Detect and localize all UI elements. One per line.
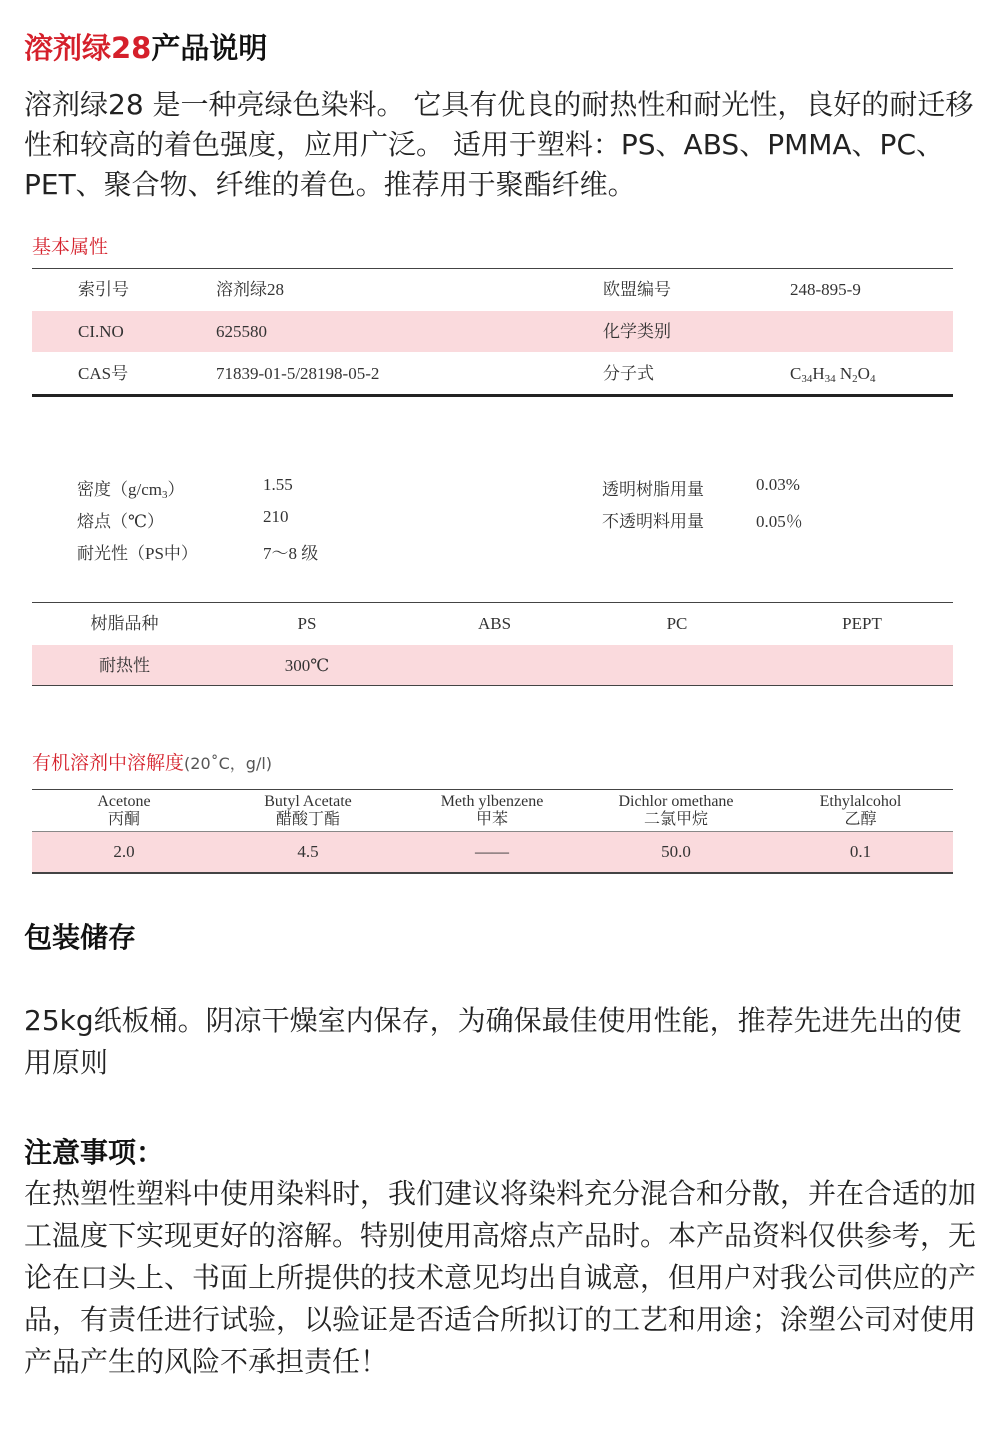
product-name: 溶剂绿28 [24, 31, 152, 65]
solubility-heading: 有机溶剂中溶解度(20˚C，g/l) [32, 752, 273, 774]
table-row [32, 269, 953, 310]
column-header: Meth ylbenzene 甲苯 [440, 793, 544, 828]
cell-label: 化学类别 [603, 322, 671, 341]
storage-text: 25kg纸板桶。阴凉干燥室内保存，为确保最佳使用性能，推荐先进先出的使用原则 [24, 1004, 962, 1079]
cell-value: 625580 [216, 322, 267, 341]
column-header: PEPT [842, 614, 882, 633]
cell-label: 欧盟编号 [603, 280, 671, 299]
opaque-dosage-value: 0.05％ [756, 512, 803, 531]
title-suffix: 产品说明 [151, 31, 268, 65]
column-header: PS [297, 614, 317, 633]
table-bottom-rule [32, 685, 953, 686]
cell-value: 0.1 [849, 842, 872, 861]
cell-value: 50.0 [661, 842, 691, 861]
cell-value: —— [475, 842, 509, 861]
table-row [32, 311, 953, 352]
table-row [32, 645, 953, 686]
page-title [24, 26, 267, 67]
light-fastness-value: 7～8 级 [263, 544, 319, 563]
column-header: Dichlor omethane 二氯甲烷 [618, 793, 734, 828]
cell-value: 300℃ [284, 656, 330, 675]
density-label: 密度$(g/cm_3)$ [77, 480, 185, 501]
storage-heading: 包装储存 [24, 921, 137, 954]
table-bottom-rule [32, 872, 953, 874]
opaque-dosage-label: 不透明料用量 [602, 512, 704, 531]
basic-properties-table [32, 268, 953, 398]
solubility-table [32, 789, 953, 875]
cell-label: CAS号 [78, 364, 129, 383]
row-label: 耐热性 [99, 656, 150, 675]
melting-point-value: 210 [263, 507, 289, 526]
notes-text: 在热塑性塑料中使用染料时，我们建议将染料充分混合和分散，并在合适的加工温度下实现更好的溶解。特别使用高熔点产品时。本产品资料仅供参考，无论在口头上、书面上所提供的技术意见均出自诚意，但用户对我公司供应的产品，有责任进行试验，以验证是否适合所拟订的工艺和用途；涂塑公司对使用产品产生的风险不承担责任！ [24, 1177, 977, 1378]
basic-properties-heading: 基本属性 [32, 236, 109, 258]
notes-heading: 注意事项： [24, 1136, 165, 1169]
column-header: 树脂品种 [90, 614, 159, 633]
density-value: 1.55 [263, 475, 293, 494]
column-header: PC [666, 614, 688, 633]
cell-value: 4.5 [297, 842, 319, 861]
table-header-row [32, 793, 953, 831]
column-header: ABS [477, 614, 512, 633]
cell-value: 71839-01-5/28198-05-2 [216, 364, 380, 383]
transparent-dosage-value: 0.03% [756, 475, 800, 494]
cell-label: CI.NO [78, 322, 124, 341]
column-header: Acetone 丙酮 [97, 793, 151, 828]
melting-point-label: 熔点（℃） [77, 512, 165, 531]
intro-paragraph: 溶剂绿28 是一种亮绿色染料。 它具有优良的耐热性和耐光性，良好的耐迁移性和较高的着色强度，应用广泛。 适用于塑料：PS、ABS、PMMA、PC、PET、聚合物、纤维的着色。推荐用于聚酯纤维。 [24, 88, 974, 201]
table-row [32, 832, 953, 872]
light-fastness-label: 耐光性（PS中） [77, 544, 198, 563]
cell-value: 248-895-9 [790, 280, 861, 299]
heat-resistance-table [32, 602, 953, 687]
column-header: Butyl Acetate 醋酸丁酯 [264, 793, 352, 828]
cell-label: 分子式 [603, 364, 654, 383]
table-bottom-rule [32, 394, 953, 397]
cell-value: 2.0 [113, 842, 135, 861]
transparent-dosage-label: 透明树脂用量 [602, 480, 704, 499]
cell-value [802, 645, 922, 686]
table-top-rule [32, 789, 953, 790]
column-header: Ethylalcohol 乙醇 [819, 793, 902, 828]
table-header-row [32, 603, 953, 644]
cell-label: 索引号 [78, 280, 129, 299]
cell-value [432, 645, 557, 686]
cell-value: 溶剂绿28 [216, 280, 284, 299]
molecular-formula: $C_{34}H_{34}$ $N_2O_4$ [790, 364, 876, 385]
table-row [32, 353, 953, 394]
cell-value [617, 645, 737, 686]
